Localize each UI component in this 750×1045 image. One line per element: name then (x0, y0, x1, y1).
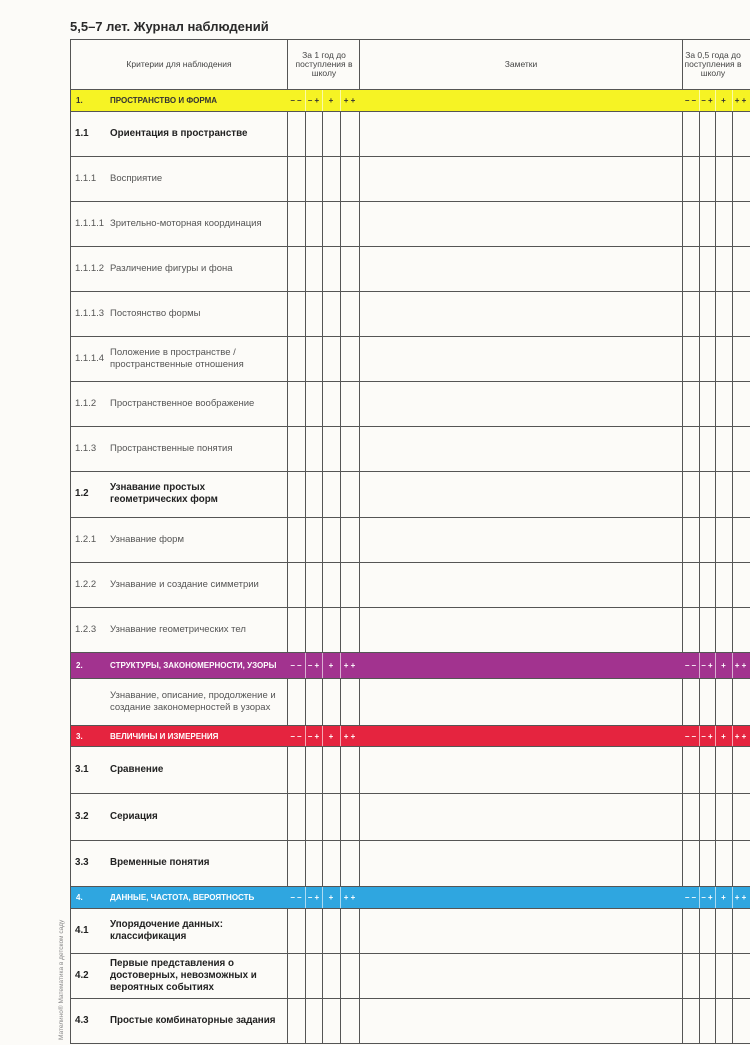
rating-mark: – – (684, 893, 697, 902)
band-divider (732, 887, 733, 908)
header-criteria: Критерии для наблюдения (126, 58, 232, 69)
band-divider (322, 90, 323, 111)
band-divider (305, 90, 306, 111)
section-title: СТРУКТУРЫ, ЗАКОНОМЕРНОСТИ, УЗОРЫ (110, 661, 277, 670)
criterion-label: Узнавание геометрических тел (110, 623, 246, 635)
band-divider (715, 726, 716, 746)
section-number: 1. (76, 96, 83, 105)
rating-mark: – + (307, 731, 320, 741)
rating-mark: – + (701, 731, 713, 741)
rating-mark: – – (684, 96, 697, 105)
rating-mark: + + (343, 661, 356, 670)
header-top-rule (70, 39, 750, 40)
criterion-label: Положение в пространстве / пространственные отношения (110, 346, 244, 370)
criterion-number: 1.1.3 (75, 442, 97, 454)
criterion-number: 1.2.2 (75, 578, 97, 590)
rating-mark: + + (343, 96, 356, 105)
table-bottom-rule (70, 1043, 750, 1044)
header-notes: Заметки (504, 58, 538, 69)
criterion-number: 1.1.1.1 (75, 217, 105, 229)
side-copyright-text: Мателино® Математика в детском саду (58, 919, 65, 1040)
criterion-label: Восприятие (110, 172, 163, 184)
band-divider (340, 90, 341, 111)
criterion-label: Первые представления о достоверных, невозможных и вероятных событиях (110, 957, 257, 993)
criterion-label: Постоянство формы (110, 307, 201, 319)
criterion-number: 1.1.1 (75, 172, 97, 184)
band-divider (699, 90, 700, 111)
criterion-label: Сериация (110, 810, 158, 822)
section-title: ДАННЫЕ, ЧАСТОТА, ВЕРОЯТНОСТЬ (110, 893, 255, 902)
rating-mark: + + (343, 893, 356, 902)
section-number: 2. (76, 661, 83, 670)
rating-mark: + + (734, 661, 747, 670)
header-period-1: За 1 год до поступления в школу (295, 49, 353, 78)
rating-mark: + (328, 893, 334, 902)
band-divider (305, 653, 306, 678)
rating-mark: + + (734, 96, 747, 105)
band-divider (305, 887, 306, 908)
band-divider (732, 726, 733, 746)
band-divider (699, 653, 700, 678)
page-title: 5,5–7 лет. Журнал наблюдений (70, 19, 269, 34)
band-divider (340, 653, 341, 678)
criterion-label: Зрительно-моторная координация (110, 217, 262, 229)
section-title: ВЕЛИЧИНЫ И ИЗМЕРЕНИЯ (110, 731, 219, 741)
rating-mark: – – (290, 731, 302, 741)
band-divider (715, 90, 716, 111)
criterion-number (75, 678, 111, 725)
rating-mark: + + (734, 893, 747, 902)
rating-mark: + + (343, 731, 356, 741)
criterion-label: Пространственные понятия (110, 442, 233, 454)
rating-mark: + (328, 731, 334, 741)
band-divider (322, 653, 323, 678)
band-divider (715, 653, 716, 678)
section-number: 3. (76, 731, 83, 741)
rating-mark: – + (701, 96, 713, 105)
rating-mark: – – (290, 893, 302, 902)
criterion-number: 1.2 (75, 488, 89, 499)
band-divider (322, 726, 323, 746)
band-divider (305, 726, 306, 746)
criterion-number: 1.1.1.3 (75, 307, 105, 319)
rating-mark: – + (701, 893, 713, 902)
section-number: 4. (76, 893, 83, 902)
criterion-label: Различение фигуры и фона (110, 262, 233, 274)
criterion-label: Узнавание простых геометрических форм (110, 482, 218, 505)
criterion-number: 1.1.2 (75, 397, 97, 409)
rating-mark: – – (290, 661, 302, 670)
rating-mark: – + (307, 96, 320, 105)
rating-mark: – – (684, 661, 697, 670)
criterion-label: Узнавание и создание симметрии (110, 578, 259, 590)
rating-mark: + (721, 96, 726, 105)
rating-mark: – + (307, 893, 320, 902)
criterion-number: 1.2.3 (75, 623, 97, 635)
criterion-number: 3.3 (75, 857, 89, 868)
criterion-number: 3.1 (75, 763, 89, 775)
rating-mark: + (721, 893, 726, 902)
criterion-number: 1.1 (75, 127, 89, 139)
rating-mark: – – (290, 96, 302, 105)
criterion-label: Узнавание, описание, продолжение и создание закономерностей в узорах (110, 689, 276, 713)
criterion-label: Ориентация в пространстве (110, 127, 248, 139)
criterion-label: Упорядочение данных: классификация (110, 918, 223, 942)
band-divider (732, 653, 733, 678)
criterion-number: 3.2 (75, 810, 89, 822)
rating-mark: + (721, 731, 726, 741)
criterion-label: Пространственное воображение (110, 397, 255, 409)
band-divider (340, 887, 341, 908)
rating-mark: – + (307, 661, 320, 670)
header-period-2: За 0,5 года до поступления в школу (684, 49, 742, 78)
band-divider (732, 90, 733, 111)
rating-mark: + + (734, 731, 747, 741)
rating-mark: + (328, 96, 334, 105)
criterion-number: 4.2 (75, 969, 89, 981)
criterion-label: Узнавание форм (110, 533, 185, 545)
rating-mark: + (328, 661, 334, 670)
band-divider (322, 887, 323, 908)
criterion-label: Простые комбинаторные задания (110, 1014, 276, 1026)
band-divider (699, 726, 700, 746)
criterion-label: Временные понятия (110, 857, 210, 868)
section-title: ПРОСТРАНСТВО И ФОРМА (110, 96, 218, 105)
rating-mark: + (721, 661, 726, 670)
criterion-number: 1.2.1 (75, 533, 97, 545)
band-divider (340, 726, 341, 746)
criterion-number: 1.1.1.4 (75, 352, 105, 364)
criterion-number: 1.1.1.2 (75, 262, 105, 274)
criterion-number: 4.1 (75, 924, 89, 936)
band-divider (715, 887, 716, 908)
criterion-label: Сравнение (110, 763, 164, 775)
rating-mark: – – (684, 731, 697, 741)
criterion-number: 4.3 (75, 1014, 89, 1026)
rating-mark: – + (701, 661, 713, 670)
band-divider (699, 887, 700, 908)
